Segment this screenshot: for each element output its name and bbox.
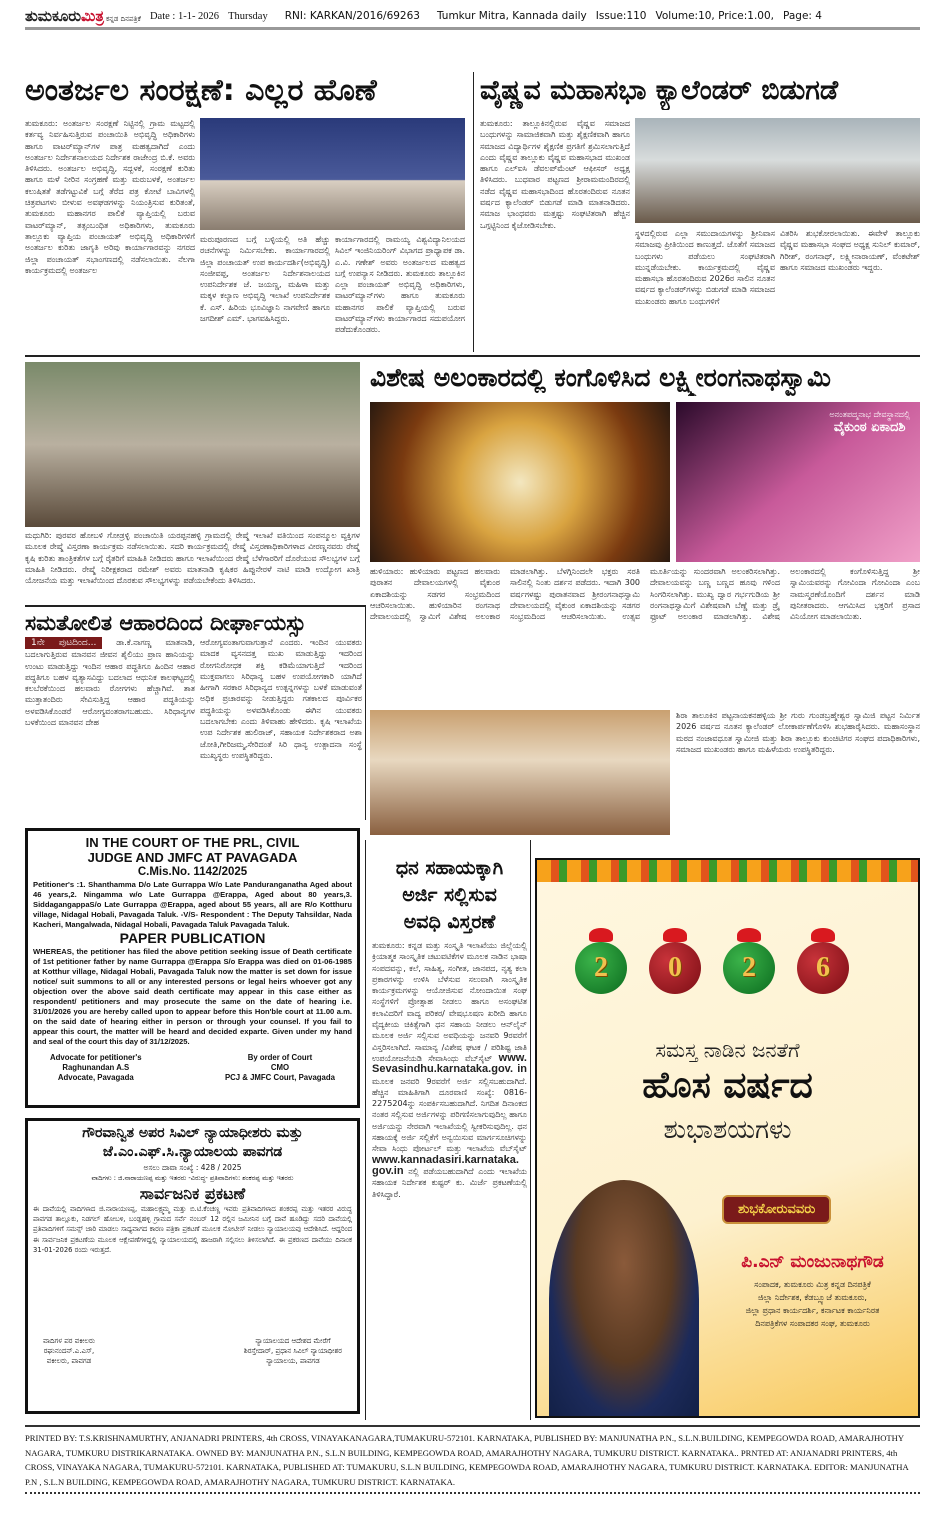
ad-line-2: ಹೊಸ ವರ್ಷದ [642,1065,813,1106]
headline-temple: ವಿಶೇಷ ಅಲಂಕಾರದಲ್ಲಿ ಕಂಗೊಳಿಸಿದ ಲಕ್ಷ್ಮೀರಂಗನಾಥಸ್ವಾಮಿ [370,363,831,392]
article-vaishnava-body-2: ಸ್ಥಳದಲ್ಲಿರುವ ಎಲ್ಲಾ ಸಮುದಾಯಗಳನ್ನು ಶ್ರೀನಿವಾಸ ಸಮಾಜವು ಪ್ರೀತಿಯಿಂದ ಕಾಣುತ್ತದೆ. ಜೊತೆಗೆ ಸಮಾಜದ ಬಂಧುಗಳು ಪಡೆಯಲು ಸಂಘಟಿತರಾಗಿ ಮುನ್ನಡೆಯಬೇಕು. ಕಾರ್ಯಕ್ರಮದಲ್ಲಿ ವೈಷ್ಣವ ಮಹಾಸಭಾ ಹೊರತಂದಿರುವ 2026ರ ಸಾಲಿನ ನೂತನ ವರ್ಷದ ಕ್ಯಾಲೆಂಡರ್‌ಗಳನ್ನು ಬಿಡುಗಡೆ ಮಾಡಿ ಸಮಾಜದ ಮುಖಂಡರು ಹಾಗೂ ಬಂಧುಗಳಿಗೆ [635,229,775,306]
footer-dotted-rule [25,1492,920,1494]
issue-number: Issue:110 [595,10,647,22]
column-divider [473,72,474,352]
court-notice-kannada [25,1118,360,1414]
newspaper-logo: ತುಮಕೂರುಮಿತ್ರ ಕನ್ನಡ ದಿನಪತ್ರಿಕೆ [25,7,141,25]
kn-court-notice-text: ಈ ದಾವೆಯಲ್ಲಿ ವಾದಿಗಳಾದ ಜಿ.ನಾರಾಯಣಪ್ಪ, ಮಹಾಲಕ್ಷ್ಮಮ್ಮ ಮತ್ತು ಬಿ.ಟಿ.ಕೆಂಚಣ್ಣ ಇವರು ಪ್ರತಿವಾದಿಗಳಾದ ಶಂಕರಪ್ಪ ಮತ್ತು ಇತರರ ವಿರುದ್ಧ ಪಾವಗಡ ತಾಲ್ಲೂಕು, ನಿಡಗಲ್ ಹೋಬಳಿ, ಬಂಡ್ಲಹಳ್ಳಿ ಗ್ರಾಮದ ಸರ್ವೆ ನಂಬರ್ 12 ರಲ್ಲಿನ ಜಮೀನಿನ ಬಗ್ಗೆ ದಾವೆ ಹೂಡಿದ್ದು ಸದರಿ ದಾವೆಯಲ್ಲಿ ಪ್ರತಿವಾದಿಗಳಿಗೆ ಸಮನ್ಸ್ ಜಾರಿ ಮಾಡಲು ಸಾಧ್ಯವಾಗದ ಕಾರಣ ಪತ್ರಿಕಾ ಪ್ರಕಟಣೆ ಮೂಲಕ ನೋಟೀಸ್ ನೀಡಲು ನ್ಯಾಯಾಲಯವು ಆದೇಶಿಸಿದೆ. ಆದ್ದರಿಂದ ಈ ಸಾರ್ವಜನಿಕ ಪ್ರಕಟಣೆಯ ಮೂಲಕ ಆಕ್ಷೇಪಣೆಗಳಿದ್ದಲ್ಲಿ ನ್ಯಾಯಾಲಯದಲ್ಲಿ ಹಾಜರಾಗಿ ಸಲ್ಲಿಸಲು ತಿಳಿಸಲಾಗಿದೆ. ಈ ಪ್ರಕರಣದ ದಾವೆಯು ದಿನಾಂಕ 31-01-2026 ರಂದು ಇರುತ್ತದೆ. [33,1205,352,1254]
article-diet-body-2: ಆರೋಗ್ಯವಂತಾಗುವಾಗುತ್ತಾನೆ ಎಂದರು. ಇಂದಿನ ಯುವಕರು ಮಾದಕ ವ್ಯಸನದತ್ತ ಮುಖ ಮಾಡುತ್ತಿದ್ದು ಇದರಿಂದ ರೋಗನಿರೋಧಕ ಶಕ್ತಿ ಕಡಿಮೆಯಾಗುತ್ತಿದೆ ಇದರಿಂದ ಮುಕ್ತವಾಗಲು ಸಿರಿಧಾನ್ಯ ಬಹಳ ಉಪಯೋಗಕಾರಿ ಯಾಗಿದೆ ಹೀಗಾಗಿ ಸರಕಾರ ಸಿರಿಧಾನ್ಯದ ಉತ್ಪನ್ನಗಳನ್ನು ಬಳಕೆ ಮಾಡುವಂತೆ ಅಧಿಕ ಪ್ರಚಾರವನ್ನು ನೀಡುತ್ತಿದ್ದರು ಗತಕಾಲದ ಪೂರ್ವಿಕರ ಪದ್ಧತಿಯನ್ನು ಅಳವಡಿಸಿಕೊಂಡು ಈಗಿನ ಯುವಕರು ಬದಲಾಗಬೇಕು ಎಂದು ತಿಳಿವಾಹು ಹೇಳಿದರು. ಕೃಷಿ ಇಲಾಖೆಯ ಉಪ ನಿರ್ದೇಶಕ ಹುಲಿರಾಜ್, ಸಹಾಯಕ ನಿರ್ದೇಶಕರಾದ ಅಶಾ ಜೋತಿ,ಗೀರಿಜಮ್ಮ,ಸೇರಿದಂತೆ ಸಿರಿ ಧಾನ್ಯ ಉತ್ಪಾದನಾ ಸಂಸ್ಥೆ ಮುಖ್ಯಸ್ಥರು ಉಪಸ್ಥಿತರಿದ್ದರು. [200,638,362,760]
column-divider [530,840,531,1420]
ornament-digit: 6 [797,942,849,994]
masthead [25,8,920,30]
court-title-line-2: JUDGE AND JMFC AT PAVAGADA [87,850,298,865]
article-diet-body: 1ನೇ ಪುಟದಿಂದ... ಡಾ.ಕೆ.ನಾಗಣ್ಣ ಮಾತನಾಡಿ, ಬದಲಾಗುತ್ತಿರುವ ಮಾನವನ ಜೀವನ ಶೈಲಿಯು ಪ್ರಾಣ ಹಾನಿಯನ್ನು ಉಂಟು ಮಾಡುತ್ತಿದ್ದು ಇಂದಿನ ಆಹಾರ ಪದ್ಧತಿಗೂ ಹಿಂದಿನ ಆಹಾರ ಪದ್ಧತಿಗೂ ಬಹಳ ವ್ಯತ್ಯಾಸವಿದ್ದು ಬದಲಾದ ಆಧುನಿಕ ಕಾಲಘಟ್ಟದಲ್ಲಿ ಕಲಬೆರಕೆಯಿಂದ ಹಲವಾರು ರೋಗಗಳು ಹೆಚ್ಚಾಗಿವೆ. ತಾತ ಮುತ್ತಾತಂದಿರು ಸೇವಿಸುತ್ತಿದ್ದ ಆಹಾರ ಪದ್ಧತಿಯನ್ನು ಅಳವಡಿಸಿಕೊಂಡರೆ ಆರೋಗ್ಯವಂತರಾಗಬಹುದು. ಸಿರಿಧಾನ್ಯಗಳ ಬಳಕೆಯಿಂದ ಮಾನವನ ದೇಹ [25,638,195,728]
court-notice-text: WHEREAS, the petitioner has filed the above petition seeking issue of Death certificate of 1st petitioner father by name Gurrappa @Erappa S/o Erappa was died on 01-06-1985 at Kotthur village, Nidagal Hobali, Pavagada Taluk now the matter is set down for issue notice/ suit summons to all or any interested persons or legal heirs whoever got any objection over the above said death certificate may appear in this case either as respondent/ petitioners and may prosecute the same on the date of hearing i.e. 31/01/2026 you are hereby called upon to appear before this Hon'ble court at 11.00 a.m. on the said date of hearing either in person or through your counsel. If you fail to appear this court, the matter will be heard and decided exparte. Given under my hand and seal of the court this day of 31/12/2025. [33,947,352,1046]
photo-sericulture-meeting [25,362,360,527]
kn-court-parties: ವಾದಿಗಳು : ಜಿ.ನಾರಾಯಣಪ್ಪ ಮತ್ತು ಇತರರು -ವಿರುದ್ಧ- ಪ್ರತಿವಾದಿಗಳು: ಶಂಕರಪ್ಪ ಮತ್ತು ಇತರರು [91,1174,294,1182]
photo-groundwater-event [200,118,465,230]
headline-groundwater: ಅಂತರ್ಜಲ ಸಂರಕ್ಷಣೆ: ಎಲ್ಲರ ಹೊಣೆ [25,73,377,108]
column-divider [365,840,366,1420]
ornament-digit: 2 [575,942,627,994]
headline-vaishnava: ವೈಷ್ಣವ ಮಹಾಸಭಾ ಕ್ಯಾಲೆಂಡರ್ ಬಿಡುಗಡೆ [480,75,839,106]
volume-price: Volume:10, Price:1.00, [655,10,774,22]
court-case-number: C.Mis.No. 1142/2025 [137,866,248,878]
article-vaishnava-body-3: ವಿತರಿಸಿ ಶುಭಕೋರಲಾಯಿತು. ಈವೇಳೆ ತಾಲ್ಲೂಕು ವೈಷ್ಣವ ಮಹಾಸಭಾ ಸಂಘದ ಅಧ್ಯಕ್ಷ ಸುನಿಲ್ ಕುಮಾರ್, ಗಿರೀಶ್, ರಂಗನಾಥ್, ಲಕ್ಷ್ಮೀನಾರಾಯಣ್, ವೆಂಕಟೇಶ್ ಹಾಗೂ ಸಮಾಜದ ಮುಖಂಡರು ಇದ್ದರು. [780,229,920,272]
article-groundwater-body: ತುಮಕೂರು: ಅಂತರ್ಜಲ ಸಂರಕ್ಷಣೆ ನಿಟ್ಟಿನಲ್ಲಿ ಗ್ರಾಮ ಮಟ್ಟದಲ್ಲಿ ಕರ್ತವ್ಯ ನಿರ್ವಹಿಸುತ್ತಿರುವ ಪಂಚಾಯಿತಿ ಅಭಿವೃದ್ಧಿ ಅಧಿಕಾರಿಗಳು ಹಾಗೂ ವಾಟರ್‌ಮ್ಯಾನ್‌ಗಳ ಪಾತ್ರ ಮಹತ್ವದಾಗಿದೆ ಎಂದು ಅಂತರ್ಜಲ ನಿರ್ದೇಶನಾಲಯದ ನಿರ್ದೇಶಕ ರಾಜೇಂದ್ರ ಬಿ.ಕೆ. ಅವರು ತಿಳಿಸಿದರು. ಅಂತರ್ಜಲ ಅಭಿವೃದ್ಧಿ, ಸದ್ಬಳಕೆ, ಸಂರಕ್ಷಣೆ ಕುರಿತು ಹಾಗೂ ಮಳೆ ನೀರಿನ ಸಂಗ್ರಹಣೆ ಮತ್ತು ಮರುಬಳಕೆ, ಅಂತರ್ಜಲ ಕಲುಷಿತತೆ ತಡೆಗಟ್ಟುವಿಕೆ ಬಗ್ಗೆ ತೆರೆದ ಪತ್ರ ಕೋಟೆ ಬಾವಿಗಳಲ್ಲಿ ಚಿತ್ರಪಟಗಳು ಬೀಳುವ ಅವಘಡಗಳನ್ನು ನಿಯಂತ್ರಿಸುವ ಕುರಿತಂತೆ, ತುಮಕೂರು ಮಹಾನಗರ ಪಾಲಿಕೆ ವ್ಯಾಪ್ತಿಯಲ್ಲಿ ಬರುವ ವಾಟರ್‌ಮ್ಯಾನ್, ತತ್ಸಂಬಂಧಿತ ಅಧಿಕಾರಿಗಳು, ತುಮಕೂರು ತಾಲ್ಲೂಕು ವ್ಯಾಪ್ತಿಯ ಪಂಚಾಯತ್ ಅಭಿವೃದ್ಧಿ ಅಧಿಕಾರಿಗಳಿಗೆ ಅಂತರ್ಜಲ ಕುರಿತು ಜಾಗೃತಿ ಅರಿವು ಕಾರ್ಯಾಗಾರವನ್ನು ನಗರದ ಜಿಲ್ಲಾ ಪಂಚಾಯತ್ ಸಭಾಂಗಣದಲ್ಲಿ ನಡೆಸಲಾಯಿತು. ನೆಲಗಾ ಕಾರ್ಯಕ್ರಮದಲ್ಲಿ ಅಂತರ್ಜಲ [25,119,195,275]
court-paper-publication-heading: PAPER PUBLICATION [119,930,266,946]
kn-advocate-signature: ವಾದಿಗಳ ಪರ ವಕೀಲರು ರಘುನಂದನ್.ಎ.ಎಸ್, ವಕೀಲರು, ಪಾವಗಡ [43,1337,95,1365]
advocate-signature: Advocate for petitioner's Raghunandan A.S Advocate, Pavagada [50,1053,142,1082]
court-parties: Petitioner's :1. Shanthamma D/o Late Gurrappa W/o Late Panduranganatha Aged about 46 years,2. Ningamma w/o Late Gurrappa @Erappa, Aged about 80 years,3. SiddagangappaS/o Late Gurrappa @Erappa, aged about 55 years, all are R/o Kotthuru village, Nidagal Hobali, Pavagada Taluk. -V/S- Respondent : The Deputy Tahsildar, Nada Kacheri, Mangalwada, Nidagal Hobali, Pavagada Taluk Pavagada Taluk. [33,880,352,929]
kn-court-order-signature: ನ್ಯಾಯಾಲಯದ ಆದೇಶದ ಮೇರೆಗೆ ಶಿರಸ್ತೇದಾರ್, ಪ್ರಧಾನ ಸಿವಿಲ್ ನ್ಯಾಯಾಧೀಶರ ನ್ಯಾಯಾಲಯ, ಪಾವಗಡ [243,1337,342,1365]
ad-line-1: ಸಮಸ್ತ ನಾಡಿನ ಜನತೆಗೆ [655,1038,800,1062]
photo-calendar-swamiji [370,710,670,835]
issue-date: Date : 1-1- 2026 [149,10,220,22]
court-notice-english [25,828,360,1108]
printer-imprint: PRINTED BY: T.S.KRISHNAMURTHY, ANJANADRI PRINTERS, 4th CROSS, VINAYAKANAGARA,TUMAKURU-572101. KARNATAKA, PUBLISHED BY: MANJUNATHA P.N., S.L.N.BUILDING, KEMPEGOWDA ROAD, AMARAJHOTHY NAGARA, TUMKURU DISTRIKARNATAKA. OWNED BY: MANJUNATHA P.N., S.L.N BUILDING, KEMPEGOWDA ROAD, AMARAJHOTHY NAGARA, TUMKURU DISTRICT. KARNATAKA.. PRNTED AT: ANJANADRI PRINTERS, 4th CROSS, VINAYAKA NAGARA, TUMAKURU-572101. KARNATAKA, PUBLISHED AT: TUMAKURU, S.L.N BUILDING, KEMPEGOWDA ROAD, AMARAJHOTHY NAGARA, TUMKURU DISTRICT. KARNATAKA. EDITOR: MANJUNATHA P.N , S.L.N BUILDING, KEMPEGOWDA ROAD, AMARAJHOTHY NAGARA, TUMKURU DISTRICT. KARNATAKA. [25,1425,920,1489]
photo-ranganatha-idol [370,402,670,562]
ornament-digit: 0 [649,942,701,994]
article-calendar-swamiji-body: ಶಿರಾ ತಾಲೂಕಿನ ಪಟ್ಟನಾಯಕನಹಳ್ಳಿಯ ಶ್ರೀ ಗುರು ಗುಂಡಬ್ರಹ್ಮೇಶ್ವರ ಸ್ವಾಮಿಜಿ ಪಟ್ಟನ ನಿರ್ಮಿತ 2026 ವರ್ಷದ ನೂತನ ಕ್ಯಾಲೆಂಡರ್ ಲೋಕಾರ್ಪಣೆಗೊಳಿಸಿ ಶುಭಹಾರೈಸಿದರು. ಮಹಾಸಂಸ್ಥಾನ ಮಠದ ನಂಜಾವಧೂತ ಸ್ವಾಮೀಜಿ ಮತ್ತು ಶಿರಾ ತಾಲ್ಲೂಕು ಕುಂಚಿಟಿಗರ ಸಂಘದ ಪದಾಧಿಕಾರಿಗಳು, ಸಮಾಜದ ಮುಖಂಡರು ಹಾಗೂ ಮಹಿಳೆಯರು ಉಪಸ್ಥಿತರಿದ್ದರು. [676,711,920,754]
article-temple-body: ಹುಳಿಯಾರು: ಹುಳಿಯಾರು ಪಟ್ಟಣದ ಹಲವಾರು ಪುರಾತನ ದೇವಾಲಯಗಳಲ್ಲಿ ವೈಕುಂಠ ಏಕಾದಶಿಯನ್ನು ಸಡಗರ ಸಂಭ್ರಮದಿಂದ ಆಚರಿಸಲಾಯಿತು. ಹುಳಿಯಾರಿನ ರಂಗನಾಥ ದೇವಾಲಯದಲ್ಲಿ ಸ್ವಾಮಿಗೆ ವಿಶೇಷ ಅಲಂಕಾರ ಮಾಡಲಾಗಿತ್ತು. ಬೆಳಗ್ಗಿನಿಂದಲೇ ಭಕ್ತರು ಸರತಿ ಸಾಲಿನಲ್ಲಿ ನಿಂತು ದರ್ಶನ ಪಡೆದರು. ಇದಾಗಿ 300 ವರ್ಷಗಳಷ್ಟು ಪುರಾತನವಾದ ಶ್ರೀರಂಗನಾಥಸ್ವಾಮಿ ದೇವಾಲಯದಲ್ಲಿ ವೈಕುಂಠ ಏಕಾದಶಿಯನ್ನು ಸಡಗರ ಸಂಭ್ರಮದಿಂದ ಆಚರಿಸಲಾಯಿತು. ಉತ್ಸವ ಮೂರ್ತಿಯನ್ನು ಸುಂದರವಾಗಿ ಅಲಂಕರಿಸಲಾಗಿತ್ತು. ದೇವಾಲಯವನ್ನು ಬಣ್ಣ ಬಣ್ಣದ ಹೂವು ಗಳಿಂದ ಸಿಂಗರಿಸಲಾಗಿತ್ತು. ಮುಖ್ಯ ದ್ವಾರ ಗರ್ಭಗುಡಿಯ ಶ್ರೀ ರಂಗನಾಥಸ್ವಾಮಿಗೆ ವಿಶೇಷವಾಗಿ ಬೆಣ್ಣೆ ಮತ್ತು ಡ್ರೈ ಫ್ರೂಟ್ ಅಲಂಕಾರ ಮಾಡಲಾಗಿತ್ತು. ವಿಶೇಷ ಅಲಂಕಾರದಲ್ಲಿ ಕಂಗೊಳಿಸುತ್ತಿದ್ದ ಶ್ರೀ ಸ್ವಾಮಿಯವರನ್ನು ಗೋವಿಂದಾ ಗೋವಿಂದಾ ಎಂಬ ನಾಮಸ್ಮರಣೆಯೊಂದಿಗೆ ದರ್ಶನ ಮಾಡಿ ಪುನೀತರಾದರು. ಆಗಮಿಸಿದ ಭಕ್ತರಿಗೆ ಪ್ರಸಾದ ವಿನಿಯೋಗ ಮಾಡಲಾಯಿತು. [370,567,920,622]
ad-line-3: ಶುಭಾಶಯಗಳು [663,1115,792,1145]
temple-photo-caption-big: ವೈಕುಂಠ ಏಕಾದಶಿ [833,420,906,435]
kn-court-title-line-1: ಗೌರವಾನ್ವಿತ ಅಪರ ಸಿವಿಲ್ ನ್ಯಾಯಾಧೀಶರು ಮತ್ತು [82,1125,303,1141]
kn-court-title-line-2: ಜೆ.ಎಂ.ಎಫ್.ಸಿ.ನ್ಯಾಯಾಲಯ ಪಾವಗಡ [102,1144,283,1160]
article-groundwater-body-3: ಕಾರ್ಯಾಗಾರದಲ್ಲಿ ರಾಮಯ್ಯ ವಿಶ್ವವಿದ್ಯಾನಿಲಯದ ಸಿವಿಲ್ ಇಂಜಿನಿಯರಿಂಗ್ ವಿಭಾಗದ ಪ್ರಾಧ್ಯಾಪಕ ಡಾ. ಎ.ವಿ. ಗಣೇಶ್ ಅವರು ಅಂತರ್ಜಲದ ಮಹತ್ವದ ಬಗ್ಗೆ ಉಪನ್ಯಾಸ ನೀಡಿದರು. ತುಮಕೂರು ತಾಲ್ಲೂಕಿನ ಎಲ್ಲಾ ಪಂಚಾಯತ್ ಅಭಿವೃದ್ಧಿ ಅಧಿಕಾರಿಗಳು, ವಾಟರ್‌ಮ್ಯಾನ್‌ಗಳು ಹಾಗೂ ತುಮಕೂರು ಮಹಾನಗರ ಪಾಲಿಕೆ ವ್ಯಾಪ್ತಿಯಲ್ಲಿ ಬರುವ ವಾಟರ್‌ಮ್ಯಾನ್‌ಗಳು ಕಾರ್ಯಾಗಾರದ ಸದುಪಯೋಗ ಪಡೆದುಕೊಂಡರು. [335,235,465,335]
marigold-garland [537,860,918,882]
headline-funds: ಧನ ಸಹಾಯಕ್ಕಾಗಿ ಅರ್ಜಿ ಸಲ್ಲಿಸುವ ಅವಧಿ ವಿಸ್ತರಣೆ [395,857,504,933]
kn-court-case-number: ಅಸಲು ದಾವಾ ಸಂಖ್ಯೆ : 428 / 2025 [143,1163,242,1172]
year-ornaments [575,942,849,994]
article-vaishnava-body: ತುಮಕೂರು: ತಾಲ್ಲೂಕಿನಲ್ಲಿರುವ ವೈಷ್ಣವ ಸಮಾಜದ ಬಂಧುಗಳನ್ನು ಸಾಮಾಜಿಕವಾಗಿ ಮತ್ತು ಶೈಕ್ಷಣಿಕವಾಗಿ ಹಾಗೂ ಸಮಾಜದ ವಿದ್ಯಾರ್ಥಿಗಳ ಶೈಕ್ಷಣಿಕ ಪ್ರಗತಿಗೆ ಶ್ರಮಿಸಲಾಗುತ್ತಿದೆ ಎಂದು ವೈಷ್ಣವ ತಾಲ್ಲೂಕು ವೈಷ್ಣವ ಮಹಾಸಭಾದ ಮುಖಂಡ ಹಾಗೂ ಎಲ್‌ಐಸಿ ಡೆವಲಪ್‌ಮೆಂಟ್ ಆಫೀಸರ್ ಅಧ್ಯಕ್ಷ ತಿಳಿಸಿದರು. ಬುಧವಾರ ಪಟ್ಟಣದ ಶ್ರೀರಾಮಮಂದಿರದಲ್ಲಿ ನಡೆದ ವೈಷ್ಣವ ಮಹಾಸಭಾದಿಂದ ಹೊರತಂದಿರುವ ನೂತನ ವರ್ಷದ ಕ್ಯಾಲೆಂಡರ್ ಬಿಡುಗಡೆ ಮಾಡಿ ಮಾತನಾಡಿದರು. ಸಮಾಜ ಭಾಂಧವರು ಮತ್ತಷ್ಟು ಸಂಘಟಿತರಾಗಿ ಹೆಚ್ಚಿನ ಒಗ್ಗಟ್ಟಿನಿಂದ ಕೈಜೋಡಿಸಬೇಕು. [480,119,630,230]
kannadasiri-url[interactable]: www.kannadasiri.karnataka. gov.in [372,1153,519,1177]
article-sericulture-body: ಮಧುಗಿರಿ: ಪುರವರ ಹೋಬಳಿ ಗೋಡ್ರಳ್ಳಿ ಪಂಚಾಯಿತಿ ಯರಪ್ಪನಹಳ್ಳಿ ಗ್ರಾಮದಲ್ಲಿ ರೇಷ್ಮೆ ಇಲಾಖೆ ವತಿಯಿಂದ ಸಂಪನ್ಮೂಲ ವ್ಯಕ್ತಿಗಳ ಮೂಲಕ ರೇಷ್ಮೆ ವಿಸ್ತರಣಾ ಕಾರ್ಯಕ್ರಮ ನಡೆಸಲಾಯಿತು. ಸದರಿ ಕಾರ್ಯಕ್ರಮದಲ್ಲಿ ರೇಷ್ಮೆ ವಿಸ್ತರಣಾಧಿಕಾರಿಗಳಾದ ವೀರಣ್ಣನವರು ರೇಷ್ಮೆ ಕೃಷಿ ಕುರಿತು ತಾಂತ್ರಿಕತೆಗಳ ಬಗ್ಗೆ ರೈತರಿಗೆ ಮಾಹಿತಿ ನೀಡಿದರು ಹಾಗೂ ಇಲಾಖೆಯಿಂದ ರೇಷ್ಮೆ ಬೆಳೆಗಾರರಿಗೆ ದೊರೆಯುವ ಸೌಲಭ್ಯಗಳ ಬಗ್ಗೆ ಮಾಹಿತಿ ನೀಡಿದರು. ರೇಷ್ಮೆ ನಿರೀಕ್ಷಕರಾದ ರಮೇಶ್ ಅವರು ಮಾತನಾಡಿ ಕೃಷಿಕರ ಹಿಪ್ಪುನೇರಳೆ ನಾಟಿ ಮಾಡಿ ಉದ್ಯೋಗ ಖಾತ್ರಿ ಯೋಜನೆಯ ಮತ್ತು ಇಲಾಖೆಯಿಂದ ದೊರಕುವ ಸೌಲಭ್ಯಗಳನ್ನು ಪಡೆಯಬೇಕೆಂದು ತಿಳಿಸಿದರು. [25,531,360,586]
well-wisher-designation: ಸಂಪಾದಕ, ತುಮಕೂರು ಮಿತ್ರ ಕನ್ನಡ ದಿನಪತ್ರಿಕೆ ಜಿಲ್ಲಾ ನಿರ್ದೇಶಕ, ಕೆಡಬ್ಲ್ಯೂಜೆ ತುಮಕೂರು, ಜಿಲ್ಲಾ ಪ್ರಧಾನ ಕಾರ್ಯದರ್ಶಿ, ಕರ್ನಾಟಕ ಕಾರ್ಯನಿರತ ದಿನಪತ್ರಿಕೆಗಳ ಸಂಪಾದಕರ ಸಂಘ, ತುಮಕೂರು [745,1280,880,1328]
kn-court-heading: ಸಾರ್ವಜನಿಕ ಪ್ರಕಟಣೆ [139,1184,246,1203]
continued-from-page-1-tag: 1ನೇ ಪುಟದಿಂದ... [25,637,102,649]
photo-calendar-release [635,118,920,223]
issue-day: Thursday [228,10,268,22]
paper-name: Tumkur Mitra, Kannada daily [436,10,587,22]
article-groundwater-body-2: ಮರುಪೂರಣದ ಬಗ್ಗೆ ಬಳ್ಳಿಯಲ್ಲಿ ಅತಿ ಹೆಚ್ಚು ರಚನೆಗಳನ್ನು ನಿರ್ಮಿಸಬೇಕು. ಕಾರ್ಯಾಗಾರದಲ್ಲಿ ಜಿಲ್ಲಾ ಪಂಚಾಯತ್ ಉಪ ಕಾರ್ಯದರ್ಶಿ(ಅಭಿವೃದ್ಧಿ) ಸಂಜೀವಪ್ಪ, ಅಂತರ್ಜಲ ನಿರ್ದೇಶನಾಲಯದ ಉಪನಿರ್ದೇಶಕ ಜೆ. ಜಯಣ್ಣ, ಮಹಿಳಾ ಮತ್ತು ಮಕ್ಕಳ ಕಲ್ಯಾಣ ಅಭಿವೃದ್ಧಿ ಇಲಾಖೆ ಉಪನಿರ್ದೇಶಕ ಕೆ. ಎಸ್. ಹಿರಿಯ ಭೂವಿಜ್ಞಾನಿ ನಾಗವೇಣಿ ಹಾಗೂ ಜಗದೀಶ್ ಎಮ್. ಭಾಗವಹಿಸಿದ್ದರು. [200,235,330,324]
article-funds-body: ತುಮಕೂರು: ಕನ್ನಡ ಮತ್ತು ಸಂಸ್ಕೃತಿ ಇಲಾಖೆಯು ಜಿಲ್ಲೆಯಲ್ಲಿ ಕ್ರಿಯಾತ್ಮಕ ಸಾಂಸ್ಕೃತಿಕ ಚಟುವಟಿಕೆಗಳ ಮೂಲಕ ನಾಡಿನ ಭಾಷಾ ಸಂಪದವನ್ನು, ಕಲೆ, ಸಾಹಿತ್ಯ, ಸಂಗೀತ, ಜಾನಪದ, ನೃತ್ಯ ಕಲಾ ಪ್ರಕಾರಗಳನ್ನು ಉಳಿಸಿ ಬೆಳೆಸುವ ಸಲುವಾಗಿ ಸಾಂಸ್ಕೃತಿಕ ಕಾರ್ಯಕ್ರಮಗಳನ್ನು ಆಯೋಜಿಸುವ ನೋಂದಾಯಿತ ಸಂಘ ಸಂಸ್ಥೆಗಳಿಗೆ ಪ್ರೋತ್ಸಾಹ ನೀಡಲು ಹಾಗೂ ಅಸಂಘಟಿತ ಕಲಾವಿದರಿಗೆ ವಾದ್ಯ ಪರಿಕರ/ ವೇಷಭೂಷಣ ಖರೀದಿ ಹಾಗೂ ವೈದ್ಯಕೀಯ ಚಿಕಿತ್ಸೆಗಾಗಿ ಧನ ಸಹಾಯ ನೀಡಲು ಆನ್‌ಲೈನ್ ಮೂಲಕ ಅರ್ಜಿ ಸಲ್ಲಿಸುವ ಅವಧಿಯನ್ನು ಜನವರಿ 9ರವರೆಗೆ ವಿಸ್ತರಿಸಲಾಗಿದೆ. ಸಾಮಾನ್ಯ /ವಿಶೇಷ ಘಟಕ / ಪರಿಶಿಷ್ಟ ಜಾತಿ ಉಪಯೋಜನೆಯಡಿ ಸೇವಾಸಿಂಧು ವೆಬ್‌ಸೈಟ್ www. Sevasindhu.karnataka.gov. in ಮೂಲಕ ಜನವರಿ 9ರವರೆಗೆ ಅರ್ಜಿ ಸಲ್ಲಿಸಬಹುದಾಗಿದೆ. ಹೆಚ್ಚಿನ ಮಾಹಿತಿಗಾಗಿ ದೂರವಾಣಿ ಸಂಖ್ಯೆ: 0816-2275204ನ್ನು ಸಂಪರ್ಕಿಸಬಹುದಾಗಿದೆ. ನಿಗದಿತ ದಿನಾಂಕದ ನಂತರ ಸಲ್ಲಿಸುವ ಅರ್ಜಿಗಳನ್ನು ಪರಿಗಣಿಸಲಾಗುವುದಿಲ್ಲ ಹಾಗೂ ಅರ್ಜಿಯನ್ನು ನೇರವಾಗಿ ಇಲಾಖೆಯಲ್ಲಿ ಸ್ವೀಕರಿಸುವುದಿಲ್ಲ. ಧನ ಸಹಾಯಕ್ಕೆ ಅರ್ಜಿ ಸಲ್ಲಿಕೆಗೆ ಅನ್ವಯಿಸುವ ಮಾರ್ಗಸೂಚಿಗಳನ್ನು ಸೇವಾ ಸಿಂಧು ಪೋರ್ಟಲ್ ಮತ್ತು ಇಲಾಖೆಯ ವೆಬ್‌ಸೈಟ್ www.kannadasiri.karnataka. gov.in ನಲ್ಲಿ ಪಡೆಯಬಹುದಾಗಿದೆ ಎಂದು ಇಲಾಖೆಯ ಸಹಾಯಕ ನಿರ್ದೇಶಕ ಕುಷ್ಟರ್ ಕು. ಮಿರ್ಜೆ ಪ್ರಕಟಣೆಯಲ್ಲಿ ತಿಳಿಸಿದ್ದಾರೆ. [372,941,527,1199]
column-divider [365,605,366,820]
person-photo [549,1180,699,1418]
section-divider [25,355,920,357]
new-year-greeting-ad [535,858,920,1418]
page-number: Page: 4 [782,10,822,22]
ornament-digit: 2 [723,942,775,994]
temple-photo-caption-small: ಅನಂತಪದ್ಮನಾಭ ದೇವಸ್ಥಾನದಲ್ಲಿ [829,410,910,419]
headline-diet: ಸಮತೋಲಿತ ಆಹಾರದಿಂದ ದೀರ್ಘಾಯಸ್ಸು [25,605,365,637]
rni-number: RNI: KARKAN/2016/69263 [284,10,420,22]
photo-anantapadmanabha-temple [676,402,920,562]
court-title-line-1: IN THE COURT OF THE PRL, CIVIL [85,835,300,850]
well-wisher-name: ಪಿ.ಎನ್ ಮಂಜುನಾಥಗೌಡ [741,1252,884,1272]
sevasindhu-url[interactable]: www. Sevasindhu.karnataka.gov. in [372,1051,527,1076]
court-order-signature: By order of Court CMO PCJ & JMFC Court, Pavagada [224,1053,335,1082]
well-wisher-badge: ಶುಭಕೋರುವವರು [722,1195,831,1224]
